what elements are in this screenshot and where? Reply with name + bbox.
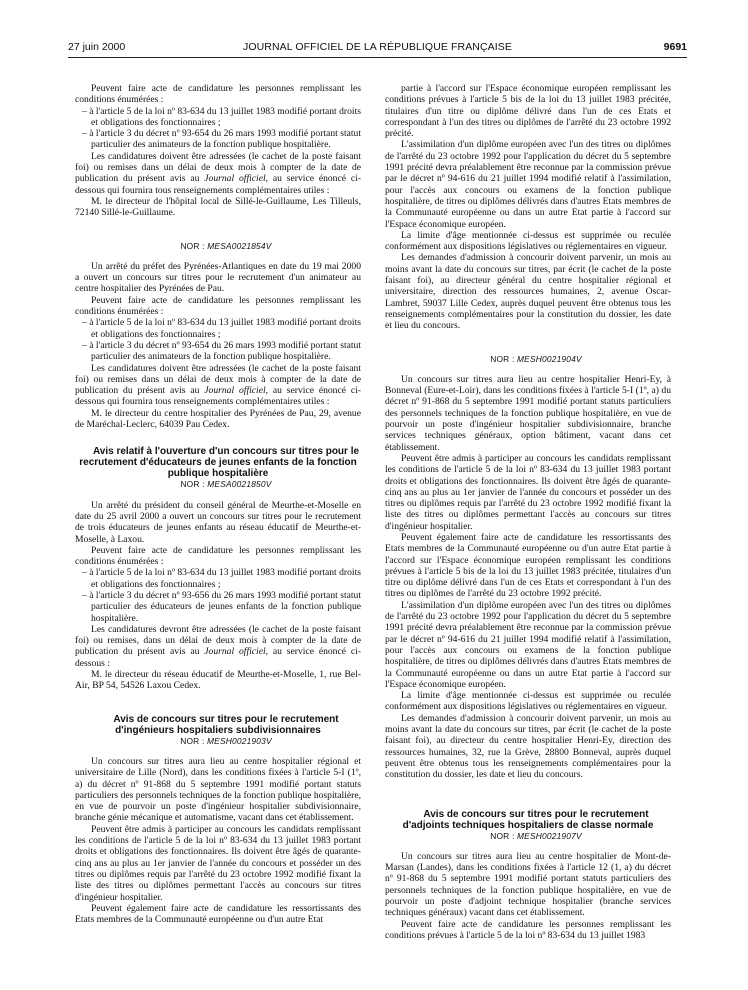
header-rule — [68, 57, 687, 58]
paragraph: Les demandes d'admission à concourir doivent parvenir, un mois au moins avant la date du concours sur titres, par écrit (le cachet de la poste faisant foi), au directeur du centre hospitalier Henri-Ey, direction des ressources humaines, 32, rue la Grève, 28800 Bonneval, auprès duquel peuvent être obtenus tous les renseignements complémentaires pour la constitution du dossier, les date et lieu du concours. — [385, 712, 671, 781]
paragraph: Peuvent également faire acte de candidature les ressortissants des Etats membres de la Communauté européenne ou d'un autre Etat — [75, 902, 361, 926]
paragraph: Peuvent faire acte de candidature les personnes remplissant les conditions énumérées : — [75, 83, 361, 106]
paragraph: Un arrêté du préfet des Pyrénées-Atlantiques en date du 19 mai 2000 a ouvert un concours sur titres pour le recrutement d'un animateur au centre hospitalier des Pyrénées de Pau. — [75, 260, 361, 295]
paragraph-continued: partie à l'accord sur l'Espace économique européen remplissant les conditions prévues à l'article 5 bis de la loi du 13 juillet 1983 précitée, titulaires d'un titre ou diplôme délivré dans l'un de ces Etats et correspondant à l'un des titres ou diplômes de l'arrêté du 23 octobre 1992 précité. — [385, 83, 671, 140]
journal-officiel-ref: Journal officiel, — [204, 173, 269, 185]
list-item: – à l'article 5 de la loi nº 83-634 du 13 juillet 1983 modifié portant droits et obligations des fonctionnaires ; — [75, 106, 361, 129]
nor-reference: NOR : MESA0021854V — [180, 240, 272, 251]
conditions-list — [75, 567, 361, 623]
paragraph: Peuvent faire acte de candidature les personnes remplissant les conditions énumérées : — [75, 294, 361, 318]
paragraph: Les candidatures devront être adressées (le cachet de la poste faisant foi) ou remises, dans un délai de deux mois à compter de la date de publication du présent avis au Journal officiel, au service énoncé ci-dessous : — [75, 623, 361, 669]
paragraph: Les candidatures doivent être adressées (le cachet de la poste faisant foi) ou remises dans un délai de deux mois à compter de la date de publication du présent avis au Journal officiel, au service énoncé ci-dessous qui fournira tous renseignements complémentaires utiles : — [75, 362, 361, 408]
paragraph: Peuvent faire acte de candidature les personnes remplissant les conditions prévues à l'article 5 de la loi nº 83-634 du 13 juillet 1983 — [385, 918, 671, 941]
header-date: 27 juin 2000 — [68, 41, 126, 53]
section-heading: Avis de concours sur titres pour le recrutement d'adjoints techniques hospitaliers de classe normale — [402, 808, 654, 831]
list-item: – à l'article 3 du décret nº 93-656 du 26 mars 1993 modifié portant statut particulier des éducateurs de jeunes enfants de la fonction publique hospitalière. — [75, 590, 361, 624]
header-journal-title: JOURNAL OFFICIEL DE LA RÉPUBLIQUE FRANÇAISE — [243, 41, 512, 53]
paragraph: Un concours sur titres aura lieu au centre hospitalier Henri-Ey, à Bonneval (Eure-et-Loir), dans les conditions fixées à l'article 5-I (1º, a) du décret nº 91-868 du 5 septembre 1991 modifié portant statuts particuliers des personnels techniques de la fonction publique hospitalière, en vue de pourvoir un poste d'ingénieur hospitalier subdivisionnaire, branche services techniques généraux, option bâtiment, vacant dans cet établissement. — [385, 373, 671, 453]
list-item: – à l'article 3 du décret nº 93-654 du 26 mars 1993 modifié portant statut particulier des animateurs de la fonction publique hospitalière. — [75, 340, 361, 363]
conditions-list — [75, 317, 361, 362]
list-item: – à l'article 5 de la loi nº 83-634 du 13 juillet 1983 modifié portant droits et obligations des fonctionnaires ; — [75, 567, 361, 590]
journal-officiel-ref: Journal officiel, — [204, 385, 269, 397]
journal-officiel-ref: Journal officiel, — [204, 646, 269, 658]
paragraph: M. le directeur de l'hôpital local de Sillé-le-Guillaume, Les Tilleuls, 72140 Sillé-le-Guillaume. — [75, 195, 361, 219]
paragraph: L'assimilation d'un diplôme européen avec l'un des titres ou diplômes de l'arrêté du 23 octobre 1992 pour l'application du décret du 5 septembre 1991 précité devra préalablement être reconnue par la commission prévue par le décret nº 94-616 du 21 juillet 1994 modifié relatif à l'assimilation, pour l'accès aux concours ou examens de la fonction publique hospitalière, de titres ou diplômes délivrés dans d'autres Etats membres de la Communauté européenne ou dans un autre Etat partie à l'accord sur l'Espace économique européen. — [385, 599, 671, 690]
paragraph: Les demandes d'admission à concourir doivent parvenir, un mois au moins avant la date du concours sur titres, par écrit (le cachet de la poste faisant foi), au directeur général du centre hospitalier régional et universitaire, direction des ressources humaines, 2, avenue Oscar-Lambret, 59037 Lille Cedex, auprès duquel peuvent être obtenus tous les renseignements complémentaires pour la constitution du dossier, les date et lieu du concours. — [385, 252, 671, 332]
paragraph: L'assimilation d'un diplôme européen avec l'un des titres ou diplômes de l'arrêté du 23 octobre 1992 pour l'application du décret du 5 septembre 1991 précité devra préalablement être reconnue par la commission prévue par le décret nº 94-616 du 21 juillet 1994 modifié relatif à l'assimilation, pour l'accès aux concours ou examens de la fonction publique hospitalière, de titres ou diplômes délivrés dans d'autres Etats membres de la Communauté européenne ou dans un autre Etat partie à l'accord sur l'Espace économique européen. — [385, 139, 671, 230]
page-header — [68, 41, 687, 55]
paragraph: M. le directeur du réseau éducatif de Meurthe-et-Moselle, 1, rue Bel-Air, BP 54, 54526 Laxou Cedex. — [75, 669, 361, 692]
nor-reference: NOR : MESH0021903V — [180, 735, 272, 746]
nor-reference: NOR : MESH0021907V — [490, 830, 582, 841]
list-item: – à l'article 5 de la loi nº 83-634 du 13 juillet 1983 modifié portant droits et obligations des fonctionnaires ; — [75, 317, 361, 340]
section-heading: Avis relatif à l'ouverture d'un concours sur titres pour le recrutement d'éducateurs de jeunes enfants de la fonction publique hospitalière — [79, 446, 360, 480]
left-column — [75, 83, 361, 925]
section-heading: Avis de concours sur titres pour le recrutement d'ingénieurs hospitaliers subdivisionnaires — [113, 713, 339, 736]
paragraph: La limite d'âge mentionnée ci-dessus est supprimée ou reculée conformément aux dispositions législatives ou réglementaires en vigueur. — [385, 690, 671, 713]
paragraph: Peuvent être admis à participer au concours les candidats remplissant les conditions de l'article 5 de la loi nº 83-634 du 13 juillet 1983 portant droits et obligations des fonctionnaires. Ils doivent être âgés de quarante-cinq ans au plus au 1er janvier de l'année du concours et posséder un des titres ou diplômes requis par l'arrêté du 23 octobre 1992 modifié fixant la liste des titres ou diplômes permettant l'accès au concours sur titres d'ingénieur hospitalier. — [385, 452, 671, 532]
header-page-number: 9691 — [663, 41, 687, 53]
paragraph: Un concours sur titres aura lieu au centre hospitalier de Mont-de-Marsan (Landes), dans les conditions fixées à l'article 12 (1, a) du décret nº 91-868 du 5 septembre 1991 modifié portant statuts particuliers des personnels techniques de la fonction publique hospitalière, en vue de pourvoir un poste d'adjoint technique hospitalier (branche services techniques généraux) vacant dans cet établissement. — [385, 850, 671, 919]
paragraph: Peuvent faire acte de candidature les personnes remplissant les conditions énumérées : — [75, 544, 361, 568]
paragraph: La limite d'âge mentionnée ci-dessus est supprimée ou reculée conformément aux dispositions législatives ou réglementaires en vigueur. — [385, 229, 671, 253]
conditions-list — [75, 106, 361, 151]
paragraph: Peuvent être admis à participer au concours les candidats remplissant les conditions de l'article 5 de la loi nº 83-634 du 13 juillet 1983 portant droits et obligations des fonctionnaires. Ils doivent être âgés de quarante-cinq ans au plus au 1er janvier de l'année du concours et posséder un des titres ou diplômes requis par l'arrêté du 23 octobre 1992 modifié fixant la liste des titres ou diplômes permettant l'accès au concours sur titres d'ingénieur hospitalier. — [75, 823, 361, 903]
paragraph: M. le directeur du centre hospitalier des Pyrénées de Pau, 29, avenue de Maréchal-Leclerc, 64039 Pau Cedex. — [75, 407, 361, 431]
nor-reference: NOR : MESA0021850V — [180, 479, 272, 490]
paragraph: Un arrêté du président du conseil général de Meurthe-et-Moselle en date du 25 avril 2000 a ouvert un concours sur titres pour le recrutement de trois éducateurs de jeunes enfants au réseau éducatif de Meurthe-et-Moselle, à Laxou. — [75, 499, 361, 545]
right-column — [385, 83, 671, 941]
paragraph: Les candidatures doivent être adressées (le cachet de la poste faisant foi) ou remises dans un délai de deux mois à compter de la date de publication du présent avis au Journal officiel, au service énoncé ci-dessous qui fournira tous renseignements complémentaires utiles : — [75, 150, 361, 196]
paragraph: Peuvent également faire acte de candidature les ressortissants des Etats membres de la Communauté européenne ou d'un autre Etat partie à l'accord sur l'Espace économique européen remplissant les conditions prévues à l'article 5 bis de la loi du 13 juillet 1983 précitée, titulaires d'un titre ou diplôme délivré dans l'un de ces Etats et correspondant à l'un des titres ou diplômes de l'arrêté du 23 octobre 1992 précité. — [385, 531, 671, 600]
nor-reference: NOR : MESH0021904V — [490, 353, 582, 364]
list-item: – à l'article 3 du décret nº 93-654 du 26 mars 1993 modifié portant statut particulier des animateurs de la fonction publique hospitalière. — [75, 128, 361, 151]
paragraph: Un concours sur titres aura lieu au centre hospitalier régional et universitaire de Lille (Nord), dans les conditions fixées à l'article 5-I (1º, a) du décret nº 91-868 du 5 septembre 1991 modifié portant statuts particuliers des personnels techniques de la fonction publique hospitalière, en vue de pourvoir un poste d'ingénieur hospitalier subdivisionnaire, branche génie mécanique et automatisme, vacant dans cet établissement. — [75, 755, 361, 824]
